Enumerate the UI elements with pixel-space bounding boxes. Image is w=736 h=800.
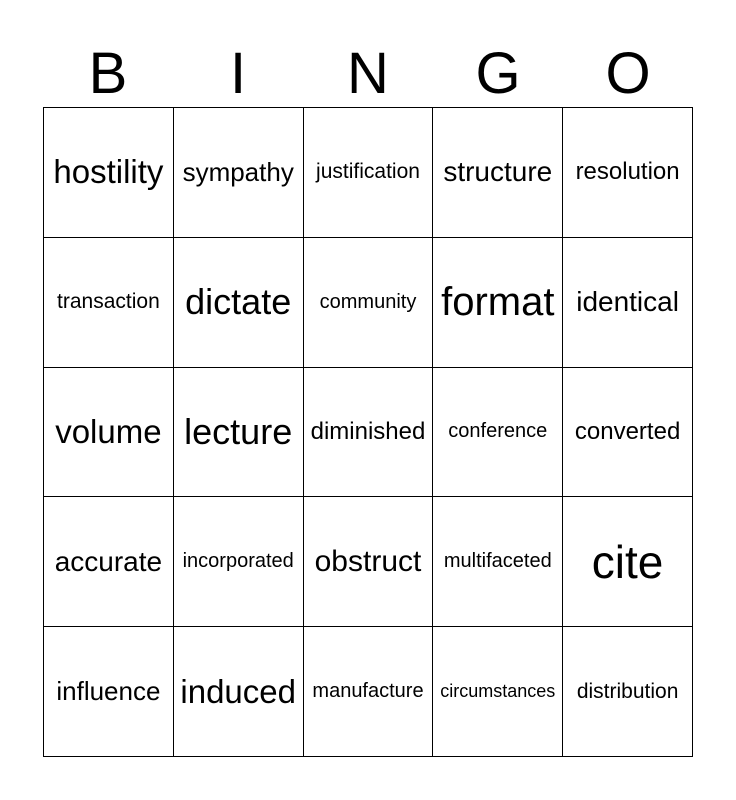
header-letter-b: B [88, 41, 128, 106]
bingo-header [43, 40, 693, 108]
bingo-cell: hostility [44, 108, 174, 238]
bingo-cell: accurate [44, 497, 174, 627]
bingo-cell: format [433, 238, 563, 368]
bingo-cell: circumstances [433, 627, 563, 757]
bingo-cell: manufacture [304, 627, 434, 757]
bingo-cell: lecture [174, 368, 304, 498]
bingo-cell: justification [304, 108, 434, 238]
bingo-cell: cite [563, 497, 693, 627]
header-letter-o: O [605, 41, 651, 106]
bingo-cell: distribution [563, 627, 693, 757]
bingo-cell: volume [44, 368, 174, 498]
bingo-cell: converted [563, 368, 693, 498]
bingo-cell: diminished [304, 368, 434, 498]
bingo-cell: influence [44, 627, 174, 757]
bingo-cell: resolution [563, 108, 693, 238]
bingo-cell: induced [174, 627, 304, 757]
bingo-grid [43, 107, 693, 757]
header-letter-i: I [229, 41, 247, 106]
bingo-cell: conference [433, 368, 563, 498]
bingo-cell: community [304, 238, 434, 368]
bingo-cell: incorporated [174, 497, 304, 627]
bingo-cell: sympathy [174, 108, 304, 238]
header-letter-g: G [475, 41, 521, 106]
bingo-cell: transaction [44, 238, 174, 368]
bingo-cell: multifaceted [433, 497, 563, 627]
bingo-cell: obstruct [304, 497, 434, 627]
bingo-cell: dictate [174, 238, 304, 368]
bingo-cell: identical [563, 238, 693, 368]
header-letter-n: N [347, 41, 389, 106]
bingo-cell: structure [433, 108, 563, 238]
